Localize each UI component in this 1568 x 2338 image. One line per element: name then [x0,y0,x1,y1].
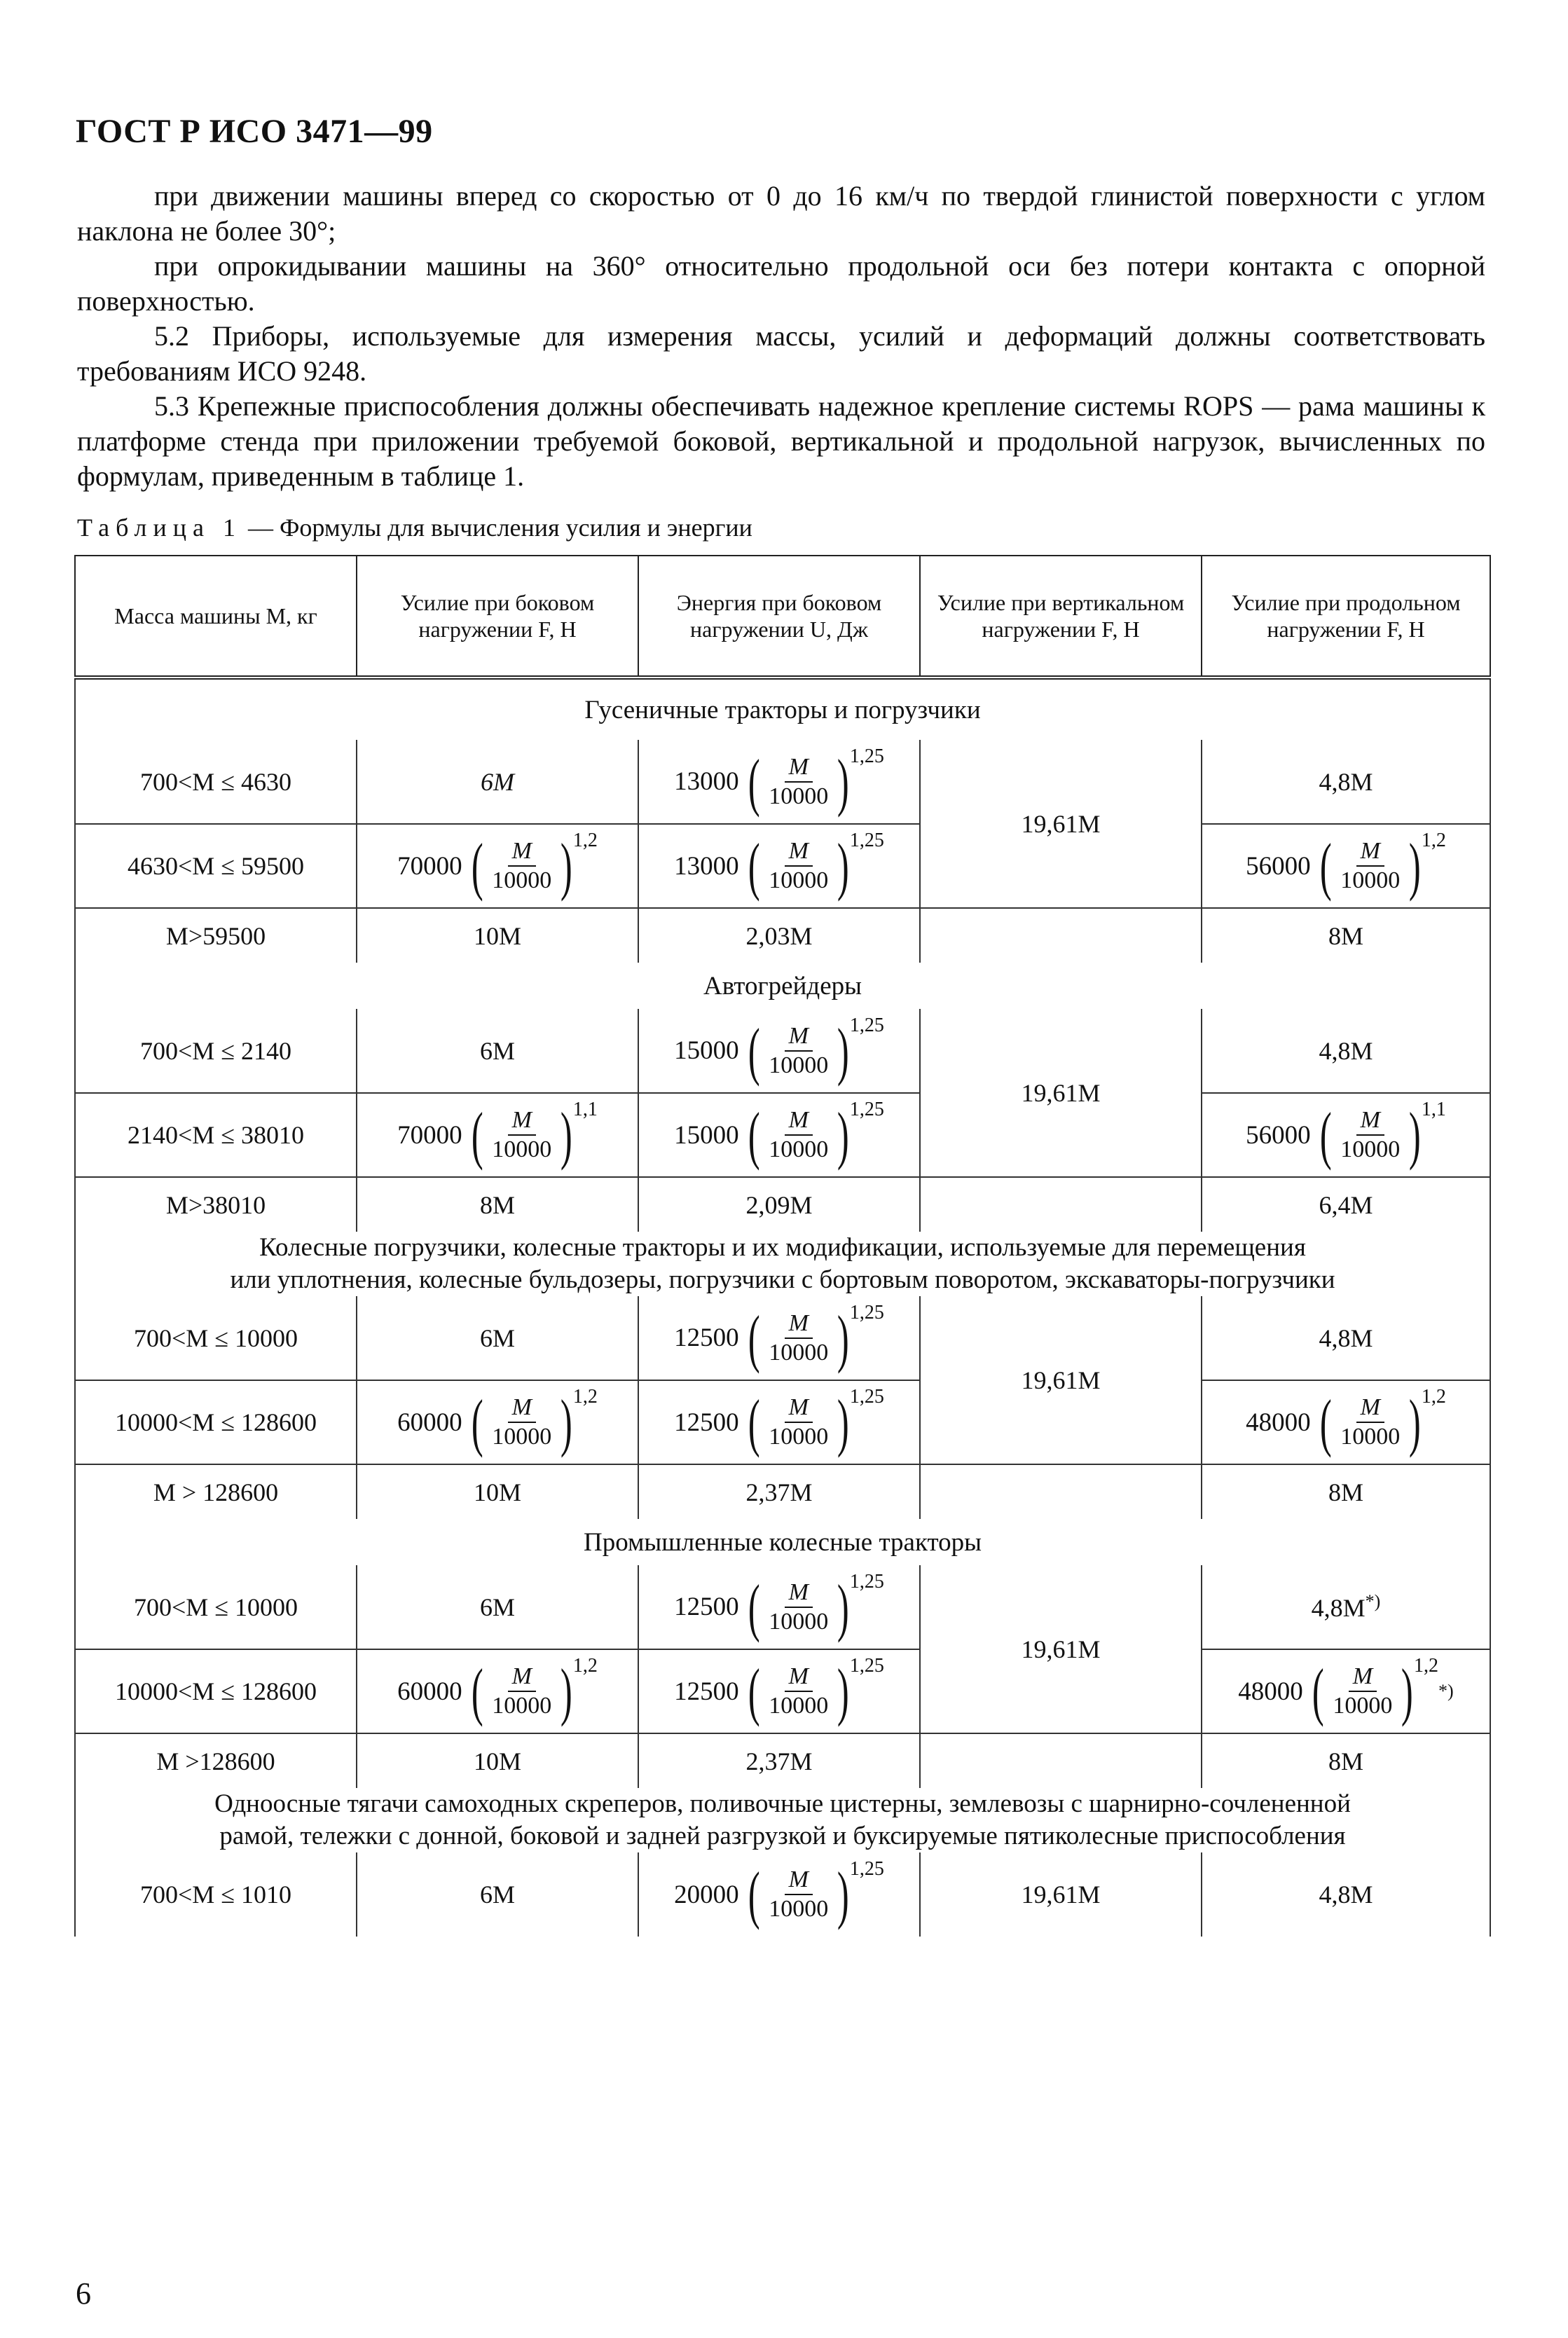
longitudinal-force-cell: 8M [1202,908,1490,963]
mass-cell: 700<M ≤ 10000 [75,1296,357,1380]
mass-cell: M>38010 [75,1177,357,1232]
mass-cell: M >128600 [75,1733,357,1788]
group-title-line: или уплотнения, колесные бульдозеры, погрузчики с бортовым поворотом, экскаваторы-погрузчики [230,1265,1335,1294]
group-title-line: рамой, тележки с донной, боковой и задней разгрузкой и буксируемые пятиколесные приспособления [219,1822,1346,1850]
vertical-force-cell [920,1177,1202,1232]
table-row [75,1296,1490,1380]
longitudinal-force-cell: 4,8M [1202,1852,1490,1937]
lateral-energy-cell: 12500 ( $\frac{M}{10000}$ ) 1,25 [638,1380,920,1464]
vertical-force-cell: 19,61M [920,1009,1202,1177]
mass-cell: 700<M ≤ 1010 [75,1852,357,1937]
table-header-row [75,556,1490,678]
paragraph-3: 5.2 Приборы, используемые для измерения массы, усилий и деформаций должны соответствовать требованиям ИСО 9248. [77,320,1485,387]
table-row [75,1733,1490,1788]
lateral-force-cell: 6M [357,1852,638,1937]
mass-cell: 10000<M ≤ 128600 [75,1649,357,1733]
mass-cell: M > 128600 [75,1464,357,1519]
group-row [75,678,1490,740]
body-text [77,179,1485,494]
mass-cell: 10000<M ≤ 128600 [75,1380,357,1464]
lateral-force-cell: 6M [357,1296,638,1380]
mass-cell: 700<M ≤ 2140 [75,1009,357,1093]
group-title [75,1232,1490,1296]
longitudinal-force-cell: 4,8M [1202,1009,1490,1093]
table-row [75,740,1490,824]
table-row [75,1093,1490,1177]
vertical-force-cell: 19,61M [920,1565,1202,1733]
vertical-force-cell: 19,61M [920,740,1202,908]
table-caption-text: — Формулы для вычисления усилия и энергии [241,514,752,542]
longitudinal-force-cell: 8M [1202,1464,1490,1519]
lateral-energy-cell: 12500 ( $\frac{M}{10000}$ ) 1,25 [638,1649,920,1733]
longitudinal-force-cell: 48000 ( $\frac{M}{10000}$ ) 1,2 [1202,1380,1490,1464]
table-row [75,1380,1490,1464]
group-title: Автогрейдеры [75,963,1490,1009]
group-row [75,1519,1490,1565]
group-title: Гусеничные тракторы и погрузчики [75,678,1490,740]
lateral-force-cell: 70000 ( $\frac{M}{10000}$ ) 1,2 [357,824,638,908]
longitudinal-force-cell: 4,8M [1202,740,1490,824]
group-title: Промышленные колесные тракторы [75,1519,1490,1565]
paragraph-4: 5.3 Крепежные приспособления должны обеспечивать надежное крепление системы ROPS — рама машины к платформе стенда при приложении требуемой боковой, вертикальной и продольной нагрузок, вычисленных по формулам, приведенным в таблице 1. [77,390,1485,492]
lateral-force-cell: 6M [357,1565,638,1649]
footnote-mark: *) [1365,1591,1381,1611]
vertical-force-cell [920,908,1202,963]
lateral-energy-cell: 2,09M [638,1177,920,1232]
paragraph-2: при опрокидывании машины на 360° относительно продольной оси без потери контакта с опорной поверхностью. [77,250,1485,317]
table-caption-label: Таблица 1 [77,514,242,542]
formula-table [74,555,1491,1937]
table-row [75,1565,1490,1649]
header-mass: Масса машины M, кг [75,556,357,678]
footnote-mark: *) [1438,1681,1454,1701]
paragraph-1: при движении машины вперед со скоростью от 0 до 16 км/ч по твердой глинистой поверхности с углом наклона не более 30°; [77,180,1485,247]
group-row [75,1788,1490,1852]
mass-cell: M>59500 [75,908,357,963]
lateral-energy-cell: 13000 ( $\frac{M}{10000}$ ) 1,25 [638,824,920,908]
lateral-energy-cell: 12500 ( $\frac{M}{10000}$ ) 1,25 [638,1565,920,1649]
longitudinal-force-cell: 4,8M [1202,1296,1490,1380]
lateral-force-cell: 10M [357,1464,638,1519]
lateral-energy-cell: 15000 ( $\frac{M}{10000}$ ) 1,25 [638,1093,920,1177]
header-lateral-force: Усилие при боковом нагружении F, Н [357,556,638,678]
vertical-force-cell [920,1733,1202,1788]
lateral-force-cell: 10M [357,1733,638,1788]
lateral-force-cell: 10M [357,908,638,963]
table-caption [77,513,752,542]
header-lateral-energy: Энергия при боковом нагружении U, Дж [638,556,920,678]
lateral-energy-cell: 2,37M [638,1464,920,1519]
mass-cell: 4630<M ≤ 59500 [75,824,357,908]
mass-cell: 2140<M ≤ 38010 [75,1093,357,1177]
table-row [75,1464,1490,1519]
lateral-force-cell: 70000 ( $\frac{M}{10000}$ ) 1,1 [357,1093,638,1177]
group-title-line: Колесные погрузчики, колесные тракторы и их модификации, используемые для перемещения [259,1233,1306,1262]
longitudinal-force-cell: 56000 ( $\frac{M}{10000}$ ) 1,1 [1202,1093,1490,1177]
lateral-energy-cell: 20000 ( $\frac{M}{10000}$ ) 1,25 [638,1852,920,1937]
longitudinal-force-cell: 6,4M [1202,1177,1490,1232]
group-row [75,963,1490,1009]
table-row [75,1009,1490,1093]
longitudinal-force-cell: 8M [1202,1733,1490,1788]
group-title-line: Одноосные тягачи самоходных скреперов, поливочные цистерны, землевозы с шарнирно-сочлененной [214,1789,1351,1818]
header-vertical-force: Усилие при вертикальном нагружении F, Н [920,556,1202,678]
lateral-energy-cell: 13000 ( $\frac{M}{10000}$ ) 1,25 [638,740,920,824]
lateral-force-cell: 6M [357,1009,638,1093]
lateral-energy-cell: 2,37M [638,1733,920,1788]
document-header: ГОСТ Р ИСО 3471—99 [76,113,433,150]
longitudinal-force-cell: 4,8M*) [1202,1565,1490,1649]
page-number: 6 [76,2276,91,2311]
table-row [75,1177,1490,1232]
longitudinal-force-cell: 56000 ( $\frac{M}{10000}$ ) 1,2 [1202,824,1490,908]
lateral-energy-cell: 12500 ( $\frac{M}{10000}$ ) 1,25 [638,1296,920,1380]
header-longitudinal-force: Усилие при продольном нагружении F, Н [1202,556,1490,678]
table-row [75,908,1490,963]
lateral-force-cell: 8M [357,1177,638,1232]
table-row [75,1852,1490,1937]
mass-cell: 700<M ≤ 4630 [75,740,357,824]
lateral-energy-cell: 2,03M [638,908,920,963]
lateral-energy-cell: 15000 ( $\frac{M}{10000}$ ) 1,25 [638,1009,920,1093]
lateral-force-cell: 60000 ( $\frac{M}{10000}$ ) 1,2 [357,1380,638,1464]
table-row [75,824,1490,908]
table-row [75,1649,1490,1733]
vertical-force-cell: 19,61M [920,1296,1202,1464]
lateral-force-cell: 6M [357,740,638,824]
lateral-force-cell: 60000 ( $\frac{M}{10000}$ ) 1,2 [357,1649,638,1733]
longitudinal-force-cell: 48000 ( $\frac{M}{10000}$ ) 1,2 *) [1202,1649,1490,1733]
vertical-force-cell: 19,61M [920,1852,1202,1937]
vertical-force-cell [920,1464,1202,1519]
mass-cell: 700<M ≤ 10000 [75,1565,357,1649]
group-row [75,1232,1490,1296]
group-title [75,1788,1490,1852]
